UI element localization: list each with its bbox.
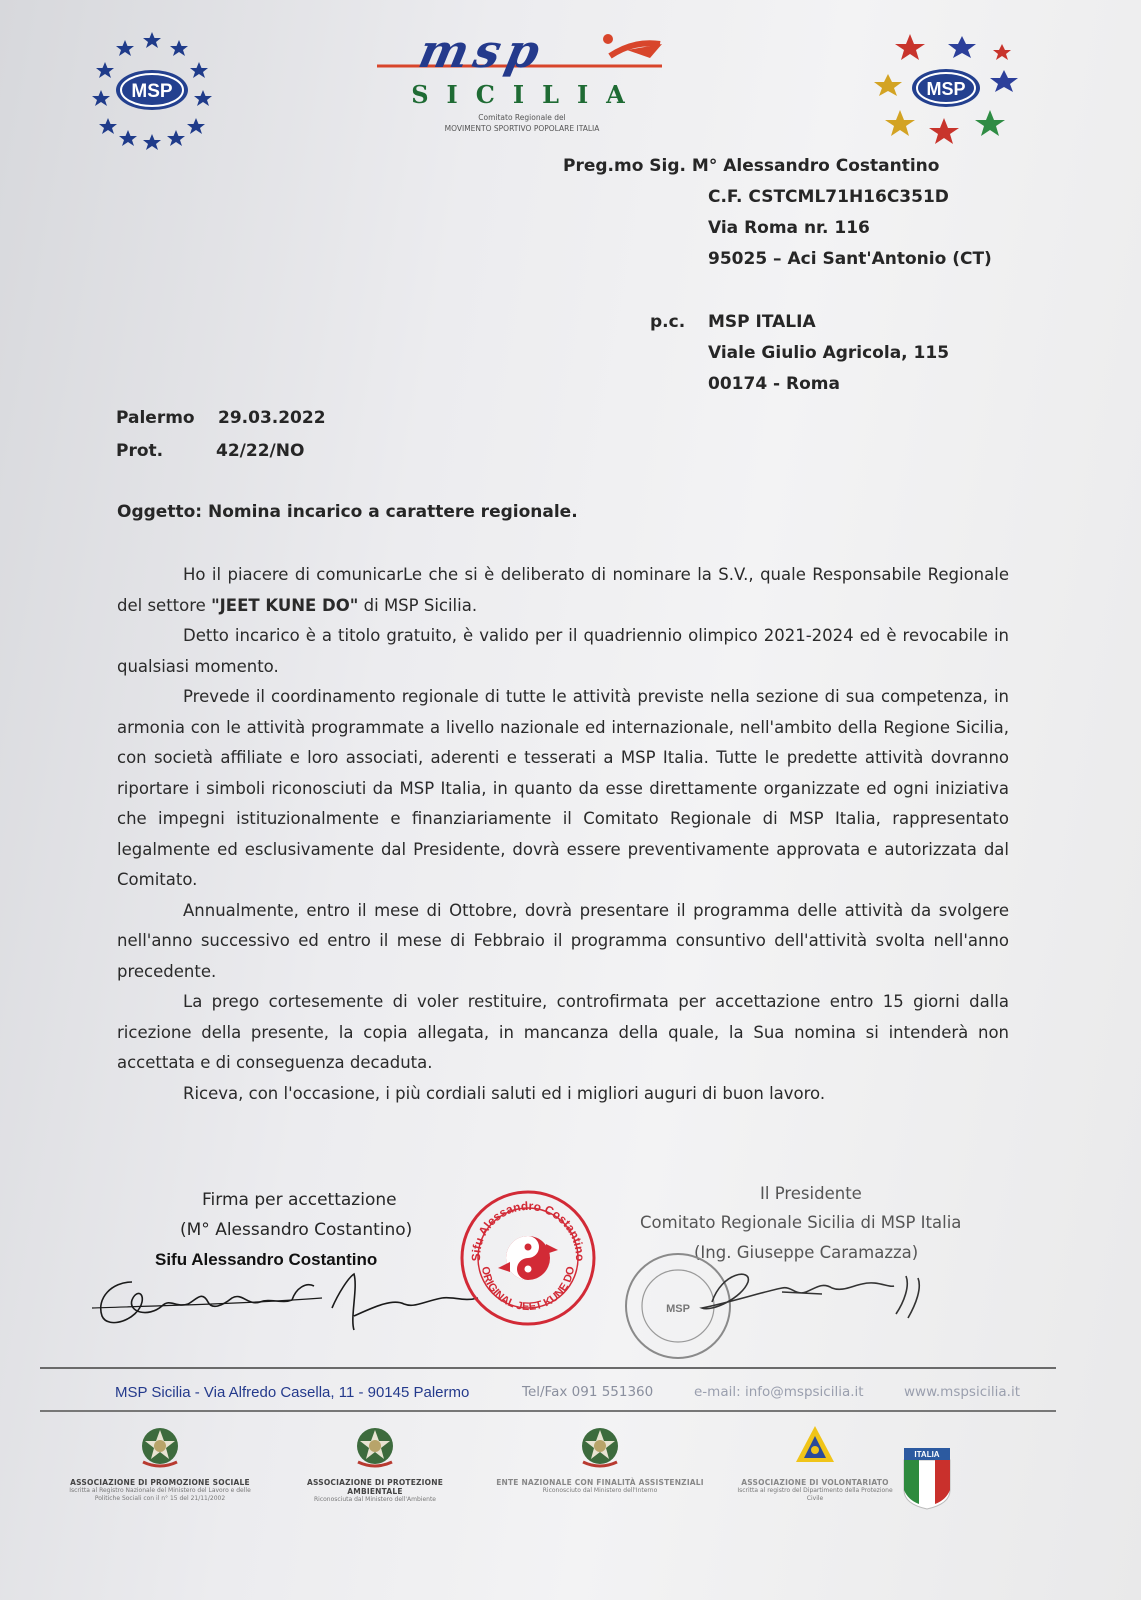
coni-italia-badge: [902, 1446, 952, 1510]
cc-name: MSP ITALIA: [708, 312, 816, 332]
protocol-label: Prot.: [116, 441, 164, 461]
place-label: Palermo: [116, 408, 195, 428]
footer-divider-top: [40, 1367, 1056, 1369]
svg-text:ORIGINAL JEET KUNE DO: ORIGINAL JEET KUNE DO: [478, 1265, 578, 1314]
footer-email: e-mail: info@mspsicilia.it: [694, 1384, 864, 1400]
signer-stamp-name: Sifu Alessandro Costantino: [155, 1250, 378, 1269]
left-signature: [92, 1268, 482, 1338]
brand-script: msp: [414, 24, 551, 78]
recipient-cf: C.F. CSTCML71H16C351D: [708, 187, 949, 207]
institution-ente-assistenziale: ENTE NAZIONALE CON FINALITÀ ASSISTENZIALI Riconosciuto dal Ministero dell'Interno: [490, 1422, 710, 1495]
brand-region: SICILIA: [411, 80, 643, 109]
cc-street: Viale Giulio Agricola, 115: [708, 343, 950, 363]
institution-aps: ASSOCIAZIONE DI PROMOZIONE SOCIALE Iscritta al Registro Nazionale del Ministero del Lavoro e delle Politiche Sociali con il n° 15 del 21/11/2002: [60, 1422, 260, 1503]
italian-emblem-icon: [137, 1422, 183, 1470]
footer-address: MSP Sicilia - Via Alfredo Casella, 11 - 90145 Palermo: [115, 1384, 470, 1401]
msp-sicilia-logo: [372, 24, 672, 140]
italian-emblem-icon: [577, 1422, 623, 1470]
footer-divider-bottom: [40, 1410, 1056, 1412]
footer-web: www.mspsicilia.it: [904, 1384, 1020, 1400]
letter-body: [117, 560, 1009, 1109]
msp-eu-logo: [86, 26, 218, 154]
recipient-salutation: Preg.mo Sig. M° Alessandro Costantino: [563, 156, 940, 176]
jeet-kune-do-stamp: [458, 1188, 598, 1328]
body-paragraph-1: Ho il piacere di comunicarLe che si è deliberato di nominare la S.V., quale Responsabile Regionale del settore "JEET KUNE DO" di MSP Sicilia.: [117, 565, 1009, 615]
president-name: (Ing. Giuseppe Caramazza): [694, 1243, 919, 1262]
cc-label: p.c.: [650, 312, 686, 332]
body-paragraph-5: La prego cortesemente di voler restituire, controfirmata per accettazione entro 15 giorni dalla ricezione della presente, la copia allegata, in mancanza della quale, la Sua nomina si intenderà non accettata e di conseguenza decaduta.: [117, 992, 1009, 1072]
president-org: Comitato Regionale Sicilia di MSP Italia: [640, 1213, 962, 1232]
protocol-number: 42/22/NO: [216, 441, 305, 461]
svg-text:MSP: MSP: [131, 81, 173, 102]
svg-text:ITALIA: ITALIA: [914, 1450, 940, 1459]
acceptance-title: Firma per accettazione: [202, 1190, 397, 1210]
recipient-street: Via Roma nr. 116: [708, 218, 870, 238]
brand-sub-1: Comitato Regionale del: [478, 113, 566, 122]
brand-sub-2: MOVIMENTO SPORTIVO POPOLARE ITALIA: [444, 124, 600, 133]
svg-text:MSP: MSP: [926, 79, 966, 99]
body-paragraph-2: Detto incarico è a titolo gratuito, è valido per il quadriennio olimpico 2021-2024 ed è revocabile in qualsiasi momento.: [117, 626, 1009, 676]
msp-italia-star-logo: [870, 30, 1022, 150]
body-paragraph-6: Riceva, con l'occasione, i più cordiali saluti ed i migliori auguri di buon lavoro.: [183, 1083, 826, 1103]
protezione-civile-icon: [792, 1422, 838, 1470]
president-title: Il Presidente: [760, 1184, 862, 1203]
italian-emblem-icon: [352, 1422, 398, 1470]
president-signature: [682, 1262, 962, 1322]
institution-protezione-ambientale: ASSOCIAZIONE DI PROTEZIONE AMBIENTALE Riconosciuta dal Ministero dell'Ambiente: [290, 1422, 460, 1504]
body-paragraph-3: Prevede il coordinamento regionale di tutte le attività previste nella sezione di sua competenza, in armonia con le attività programmate a livello nazionale ed internazionale, nell'ambito della Regione Sicilia, con società affiliate e loro associati, aderenti e tesserati a MSP Italia. Tutte le predette attività dovranno riportare i simboli riconosciuti da MSP Italia, in quanto da esse direttamente organizzate ed ogni iniziativa che impegni istituzionalmente e finanziariamente il Comitato Regionale di MSP Italia, rappresentato legalmente ed esclusivamente dal Presidente, dovrà essere preventivamente approvata e autorizzata dal Comitato.: [117, 687, 1009, 889]
letter-date: 29.03.2022: [218, 408, 326, 428]
recipient-city: 95025 – Aci Sant'Antonio (CT): [708, 249, 992, 269]
institution-volontariato: ASSOCIAZIONE DI VOLONTARIATO Iscritta al registro del Dipartimento della Protezione Civile: [730, 1422, 900, 1503]
svg-text:MSP: MSP: [666, 1303, 690, 1315]
body-paragraph-4: Annualmente, entro il mese di Ottobre, dovrà presentare il programma delle attività da svolgere nell'anno successivo ed entro il mese di Febbraio il programma consuntivo dell'attività svolta nell'anno precedente.: [117, 900, 1009, 981]
footer-phone: Tel/Fax 091 551360: [522, 1384, 654, 1400]
cc-city: 00174 - Roma: [708, 374, 840, 394]
subject-line: Oggetto: Nomina incarico a carattere regionale.: [117, 502, 578, 522]
svg-text:Sifu Alessandro Costantino: Sifu Alessandro Costantino: [468, 1198, 588, 1262]
acceptance-name: (M° Alessandro Costantino): [180, 1220, 413, 1240]
